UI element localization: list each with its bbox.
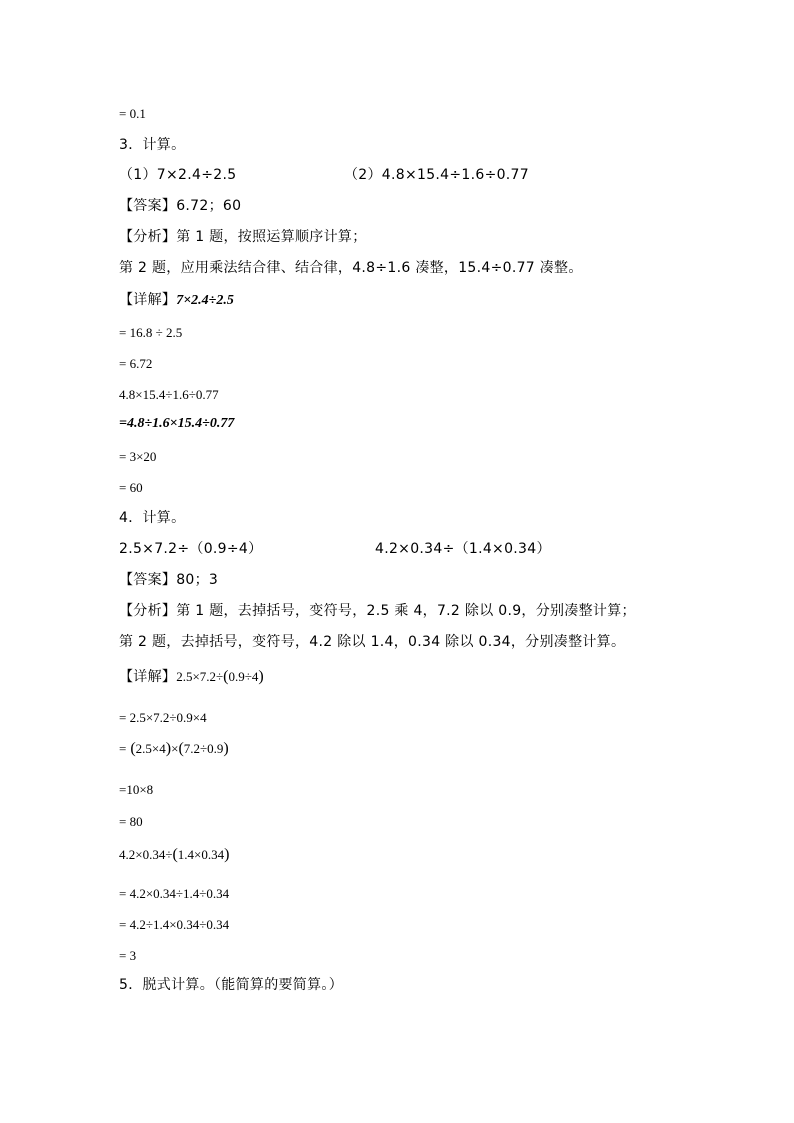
- step-line: [119, 847, 229, 863]
- open-paren: (: [130, 740, 136, 757]
- detail-line: [119, 292, 234, 308]
- answer-line: 【答案】6.72；60: [119, 198, 242, 214]
- step-line: = 3: [119, 948, 137, 963]
- step-line: 4.8×15.4÷1.6÷0.77: [119, 387, 219, 402]
- analysis-line: 第 2 题，应用乘法结合律、结合律，4.8÷1.6 凑整，15.4÷0.77 凑整。: [119, 260, 583, 276]
- detail-label: 【详解】: [119, 292, 177, 308]
- step-line: = 2.5×7.2÷0.9×4: [119, 710, 207, 725]
- group-expression: 7.2÷0.9: [183, 741, 224, 756]
- problem-expression: 4.2×0.34÷（1.4×0.34）: [375, 541, 551, 557]
- close-paren: ): [165, 740, 172, 757]
- group-expression: 1.4×0.34: [177, 847, 225, 862]
- open-paren: (: [223, 668, 229, 685]
- analysis-line: 第 2 题，去掉括号，变符号，4.2 除以 1.4，0.34 除以 0.34，分别凑整计算。: [119, 634, 626, 650]
- detail-expression: 7×2.4÷2.5: [176, 293, 234, 308]
- question-heading: 5．脱式计算。（能简算的要简算。）: [119, 977, 344, 993]
- group-expression: 2.5×4: [135, 741, 166, 756]
- question-heading: 3．计算。: [119, 137, 186, 153]
- answer-line: 【答案】80；3: [119, 572, 219, 588]
- detail-expression: 0.9÷4: [228, 669, 259, 684]
- analysis-line: 【分析】第 1 题，按照运算顺序计算；: [119, 229, 367, 245]
- question-heading: 4．计算。: [119, 510, 186, 526]
- step-expression: 4.2×0.34÷: [119, 847, 173, 862]
- problem-expression: （1）7×2.4÷2.5: [119, 167, 237, 183]
- open-paren: (: [178, 740, 184, 757]
- step-line: [119, 741, 229, 757]
- analysis-line: 【分析】第 1 题，去掉括号，变符号，2.5 乘 4，7.2 除以 0.9，分别凑整计算；: [119, 603, 636, 619]
- operator: ×: [171, 741, 179, 756]
- step-line: = 60: [119, 480, 143, 495]
- step-line: =10×8: [119, 782, 154, 797]
- step-line: = 80: [119, 814, 143, 829]
- step-line: = 6.72: [119, 356, 153, 371]
- step-line: = 4.2×0.34÷1.4÷0.34: [119, 886, 230, 901]
- step-line: = 0.1: [119, 106, 146, 121]
- step-line: = 4.2÷1.4×0.34÷0.34: [119, 917, 230, 932]
- close-paren: ): [224, 846, 230, 863]
- detail-line: [119, 669, 264, 685]
- step-line: =4.8÷1.6×15.4÷0.77: [119, 416, 235, 431]
- close-paren: ): [223, 740, 229, 757]
- step-line: = 16.8 ÷ 2.5: [119, 325, 183, 340]
- open-paren: (: [172, 846, 178, 863]
- step-line: = 3×20: [119, 449, 157, 464]
- detail-label: 【详解】: [119, 669, 177, 685]
- detail-expression: 2.5×7.2÷: [176, 669, 224, 684]
- equals-sign: =: [119, 741, 127, 756]
- problem-expression: （2）4.8×15.4÷1.6÷0.77: [344, 167, 529, 183]
- problem-expression: 2.5×7.2÷（0.9÷4）: [119, 541, 263, 557]
- close-paren: ): [258, 668, 264, 685]
